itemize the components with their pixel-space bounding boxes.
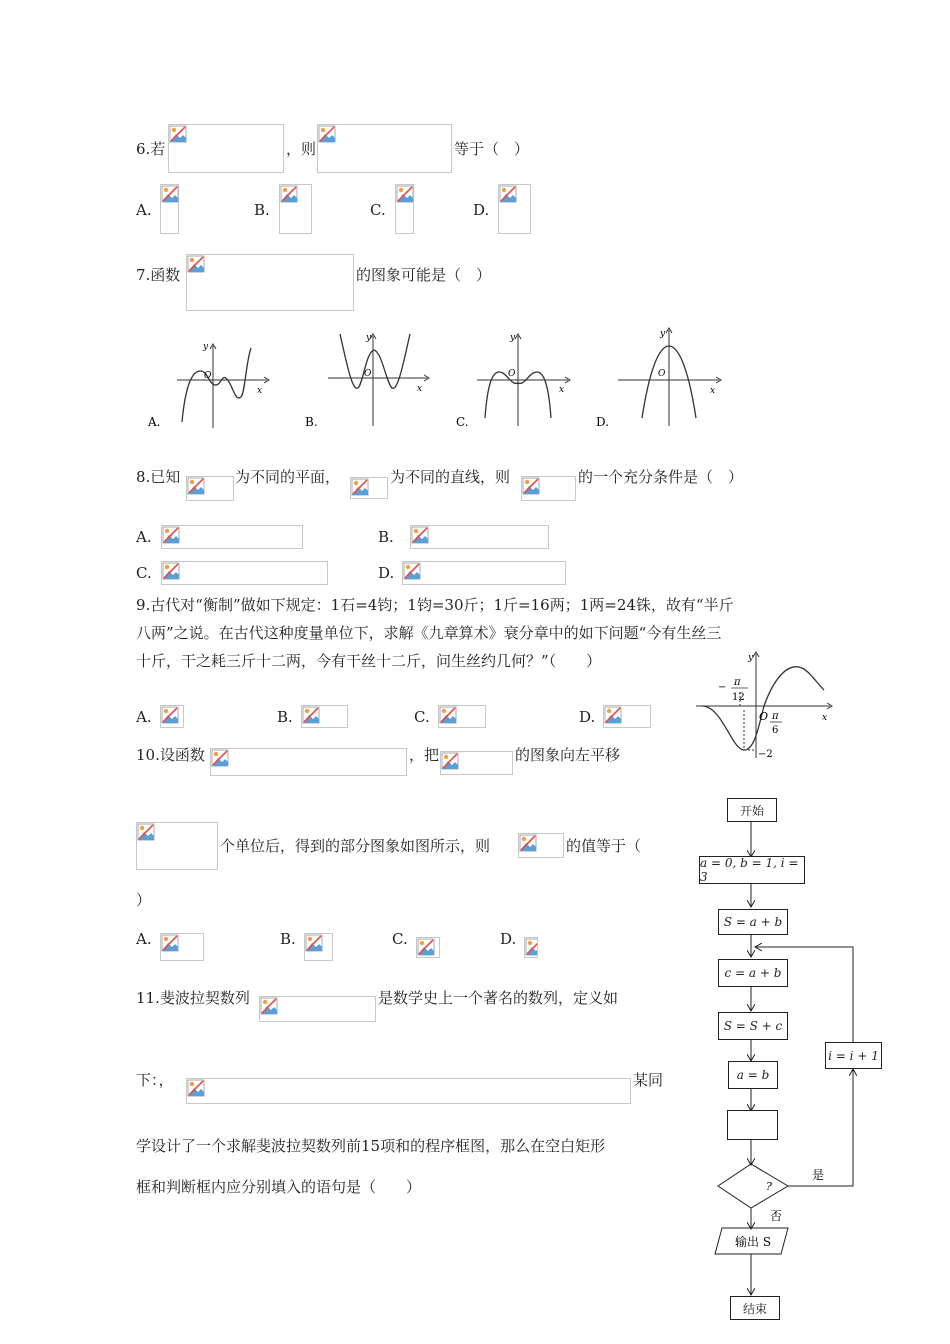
- graph-option-d: [594, 326, 729, 432]
- condition-placeholder: ?: [766, 1180, 772, 1193]
- option-image: [279, 184, 312, 234]
- broken-image-icon: [187, 1079, 205, 1097]
- q10-suffix: 的图象向左平移: [515, 746, 621, 764]
- q10-close-paren: ）: [136, 891, 152, 909]
- q8-prefix: 8.已知: [136, 468, 181, 486]
- option-image: [438, 705, 486, 728]
- q9-option-c-label: C.: [414, 708, 430, 726]
- x-axis-label: x: [417, 384, 423, 394]
- broken-image-icon: [161, 185, 179, 203]
- q9-option-d-label: D.: [579, 708, 596, 726]
- broken-image-icon: [439, 706, 457, 724]
- q8-option-a-label: A.: [136, 528, 152, 546]
- flow-blank-box: [727, 1110, 778, 1140]
- broken-image-icon: [187, 477, 205, 495]
- q11-line2-suffix: 某同: [633, 1071, 664, 1089]
- graph-label-c: C.: [456, 415, 469, 429]
- formula-image: [186, 254, 354, 311]
- broken-image-icon: [417, 938, 435, 956]
- origin-label: O: [508, 369, 516, 379]
- y-axis-label: y: [510, 333, 516, 343]
- q10-line2-suffix: 的值等于（: [566, 837, 642, 855]
- option-image: [161, 561, 328, 585]
- q10-option-d-label: D.: [500, 930, 517, 948]
- option-image: [603, 705, 651, 728]
- broken-image-icon: [187, 255, 205, 273]
- q10-option-c-label: C.: [392, 930, 408, 948]
- y-axis-label: y: [366, 333, 372, 343]
- broken-image-icon: [351, 478, 369, 496]
- graph-option-a: [145, 340, 275, 432]
- q8-suffix: 的一个充分条件是（ ）: [578, 468, 744, 486]
- flow-start: 开始: [727, 798, 777, 822]
- q6-prefix: 6.若: [136, 140, 166, 158]
- flow-increment: i = i + 1: [825, 1042, 882, 1069]
- no-label: 否: [770, 1209, 783, 1223]
- x-axis-label: x: [710, 386, 716, 396]
- q8-part2: 为不同的直线，则: [390, 468, 511, 486]
- broken-image-icon: [169, 125, 187, 143]
- formula-image: [186, 476, 234, 501]
- origin-label: O: [759, 710, 769, 723]
- pi-label: π: [734, 677, 741, 688]
- formula-image: [317, 124, 452, 173]
- flow-a-assign: a = b: [728, 1061, 778, 1089]
- broken-image-icon: [260, 997, 278, 1015]
- x-axis-label: x: [559, 385, 565, 395]
- flow-sum-init: S = a + b: [718, 909, 788, 935]
- q10-prefix: 10.设函数: [136, 746, 205, 764]
- q10-option-b-label: B.: [280, 930, 296, 948]
- flow-end: 结束: [730, 1296, 780, 1320]
- flow-c-assign: c = a + b: [718, 959, 788, 987]
- option-image: [498, 184, 531, 234]
- q8-option-d-label: D.: [378, 564, 395, 582]
- q6-mid: ，则: [286, 140, 317, 158]
- output-label: 输出 S: [735, 1235, 772, 1249]
- q11-prefix: 11.斐波拉契数列: [136, 989, 250, 1007]
- formula-image: [210, 748, 407, 776]
- origin-label: O: [364, 369, 372, 379]
- q11-line3: 学设计了一个求解斐波拉契数列前15项和的程序框图，那么在空白矩形: [136, 1137, 606, 1155]
- pi-label: π: [772, 711, 779, 722]
- q9-option-b-label: B.: [277, 708, 293, 726]
- option-image: [416, 937, 440, 958]
- q8-option-c-label: C.: [136, 564, 152, 582]
- formula-image: [186, 1078, 631, 1104]
- formula-image: [350, 477, 388, 499]
- formula-image: [259, 996, 376, 1022]
- broken-image-icon: [441, 752, 459, 770]
- x-axis-label: x: [822, 713, 828, 723]
- q10-option-a-label: A.: [136, 930, 152, 948]
- denominator-6: 6: [772, 725, 779, 736]
- q10-sine-graph: [692, 650, 842, 762]
- q9-line2: 八两”之说。在古代这种度量单位下，求解《九章算术》衰分章中的如下问题“今有生丝三: [136, 624, 722, 642]
- broken-image-icon: [411, 526, 429, 544]
- q6-option-d-label: D.: [473, 201, 490, 219]
- y-axis-label: y: [660, 329, 666, 339]
- graph-label-b: B.: [305, 415, 318, 429]
- broken-image-icon: [403, 562, 421, 580]
- graph-option-c: [453, 330, 578, 432]
- flow-sum-update: S = S + c: [718, 1012, 788, 1040]
- broken-image-icon: [162, 526, 180, 544]
- broken-image-icon: [522, 477, 540, 495]
- option-image: [301, 705, 348, 728]
- q7-prefix: 7.函数: [136, 266, 181, 284]
- q8-option-b-label: B.: [378, 528, 394, 546]
- broken-image-icon: [396, 185, 414, 203]
- option-image: [161, 525, 303, 549]
- broken-image-icon: [161, 706, 179, 724]
- y-axis-label: y: [203, 342, 209, 352]
- graph-label-a: A.: [148, 415, 161, 429]
- broken-image-icon: [519, 834, 537, 852]
- broken-image-icon: [162, 562, 180, 580]
- formula-image: [168, 124, 284, 173]
- x-axis-label: x: [257, 386, 263, 396]
- option-image: [410, 525, 549, 549]
- option-image: [304, 933, 333, 961]
- graph-option-b: [300, 330, 440, 432]
- formula-image: [518, 833, 564, 858]
- q9-line1: 9.古代对“衡制”做如下规定：1石=4钧；1钧=30斤；1斤=16两；1两=24铢，故有“半斤: [136, 596, 734, 614]
- formula-image: [521, 476, 576, 501]
- option-image: [160, 184, 179, 234]
- neg-sign: −: [718, 682, 727, 693]
- broken-image-icon: [525, 938, 538, 956]
- broken-image-icon: [604, 706, 622, 724]
- broken-image-icon: [280, 185, 298, 203]
- q10-mid: ，把: [409, 746, 440, 764]
- q6-suffix: 等于（ ）: [454, 140, 530, 158]
- broken-image-icon: [211, 749, 229, 767]
- q11-line2-prefix: 下：，: [136, 1071, 174, 1089]
- broken-image-icon: [302, 706, 320, 724]
- broken-image-icon: [499, 185, 517, 203]
- flow-init: a = 0, b = 1, i = 3: [699, 856, 805, 884]
- q11-line4: 框和判断框内应分别填入的语句是（ ）: [136, 1178, 422, 1196]
- y-min-label: −2: [758, 749, 773, 760]
- origin-label: O: [204, 371, 212, 381]
- graph-label-d: D.: [596, 415, 610, 429]
- option-image: [160, 933, 204, 961]
- option-image: [524, 937, 538, 958]
- q6-option-c-label: C.: [370, 201, 386, 219]
- option-image: [160, 705, 184, 728]
- option-image: [395, 184, 414, 234]
- q6-option-b-label: B.: [254, 201, 270, 219]
- q9-option-a-label: A.: [136, 708, 152, 726]
- broken-image-icon: [318, 125, 336, 143]
- broken-image-icon: [161, 934, 179, 952]
- formula-image: [136, 822, 218, 870]
- yes-label: 是: [812, 1168, 825, 1182]
- q6-option-a-label: A.: [136, 201, 152, 219]
- broken-image-icon: [137, 823, 155, 841]
- q10-line2: 个单位后，得到的部分图象如图所示，则: [220, 837, 491, 855]
- q8-part1: 为不同的平面，: [235, 468, 341, 486]
- option-image: [402, 561, 566, 585]
- origin-label: O: [658, 369, 666, 379]
- q7-suffix: 的图象可能是（ ）: [356, 266, 492, 284]
- broken-image-icon: [305, 934, 323, 952]
- formula-image: [440, 751, 513, 775]
- y-axis-label: y: [748, 653, 754, 663]
- q9-line3: 十斤，干之耗三斤十二两，今有干丝十二斤，问生丝约几何？”（ ）: [136, 652, 602, 670]
- denominator-12: 12: [732, 692, 745, 703]
- q11-suffix: 是数学史上一个著名的数列，定义如: [378, 989, 619, 1007]
